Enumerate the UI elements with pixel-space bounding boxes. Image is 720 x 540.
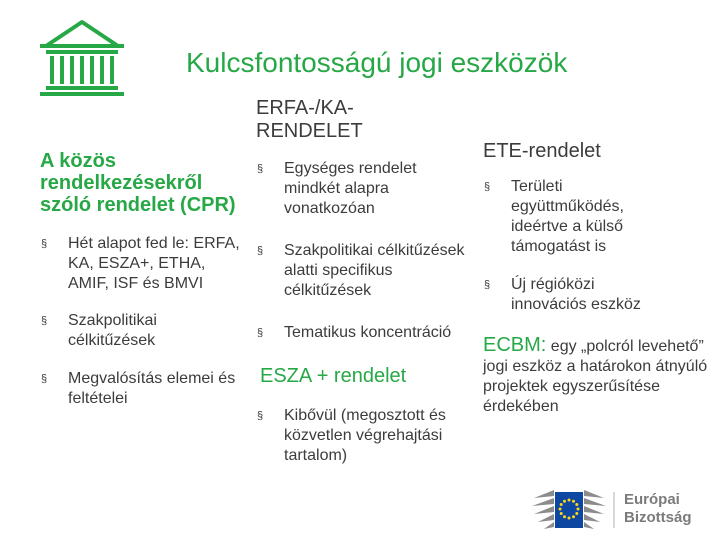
ec-logo-line1: Európai [624, 491, 680, 508]
building-columns-icon [36, 16, 128, 104]
list-item-text: Kibővül (megosztott és közvetlen végrehajtási tartalom) [284, 407, 446, 464]
list-item-text: Egységes rendelet mindkét alapra vonatkozóan [284, 160, 417, 217]
ete-list [483, 177, 663, 315]
list-item-text: Szakpolitikai célkitűzések [68, 312, 157, 349]
bullet-glyph: § [257, 163, 264, 175]
ete-column [483, 140, 713, 417]
ecbm-label: ECBM: [483, 334, 547, 356]
list-item [40, 234, 240, 294]
ec-logo-text [624, 491, 692, 527]
cpr-list [40, 234, 240, 409]
bullet-glyph: § [484, 279, 491, 291]
page-title: Kulcsfontosságú jogi eszközök [186, 47, 568, 78]
list-item-text: Hét alapot fed le: ERFA, KA, ESZA+, ETHA, AMIF, ISF és BMVI [68, 235, 240, 292]
list-item [483, 177, 663, 257]
cpr-heading: A közös rendelkezésekről szóló rendelet (CPR) [40, 150, 236, 216]
list-item [483, 275, 663, 315]
erfa-heading: ERFA-/KA-RENDELET [256, 97, 363, 142]
list-item-text: Szakpolitikai célkitűzések alatti specifikus célkitűzések [284, 242, 465, 299]
list-item [256, 323, 471, 343]
bullet-glyph: § [484, 181, 491, 193]
bullet-glyph: § [41, 315, 48, 327]
list-item-text: Megvalósítás elemei és feltételei [68, 370, 236, 407]
ecbm-paragraph [483, 335, 708, 417]
list-item [256, 159, 471, 219]
bullet-glyph: § [257, 410, 264, 422]
list-item [256, 241, 471, 301]
list-item-text: Tematikus koncentráció [284, 324, 452, 341]
bullet-glyph: § [41, 373, 48, 385]
list-item-text: Új régióközi innovációs eszköz [511, 276, 641, 313]
esza-list [256, 406, 471, 466]
bullet-glyph: § [41, 238, 48, 250]
cpr-column [40, 150, 240, 409]
esza-heading: ESZA + rendelet [260, 365, 407, 387]
bullet-glyph: § [257, 327, 264, 339]
list-item-text: Területi együttműködés, ideértve a külső támogatást is [511, 178, 624, 255]
erfa-list [256, 159, 471, 343]
list-item [256, 406, 471, 466]
list-item [40, 311, 240, 351]
list-item [40, 369, 240, 409]
ecbm-text: egy „polcról levehető” jogi eszköz a határokon átnyúló projektek egyszerűsítése érdekében [483, 338, 708, 415]
ec-logo-line2: Bizottság [624, 509, 692, 526]
ete-heading: ETE-rendelet [483, 140, 601, 162]
erfa-column [256, 97, 471, 466]
bullet-glyph: § [257, 245, 264, 257]
